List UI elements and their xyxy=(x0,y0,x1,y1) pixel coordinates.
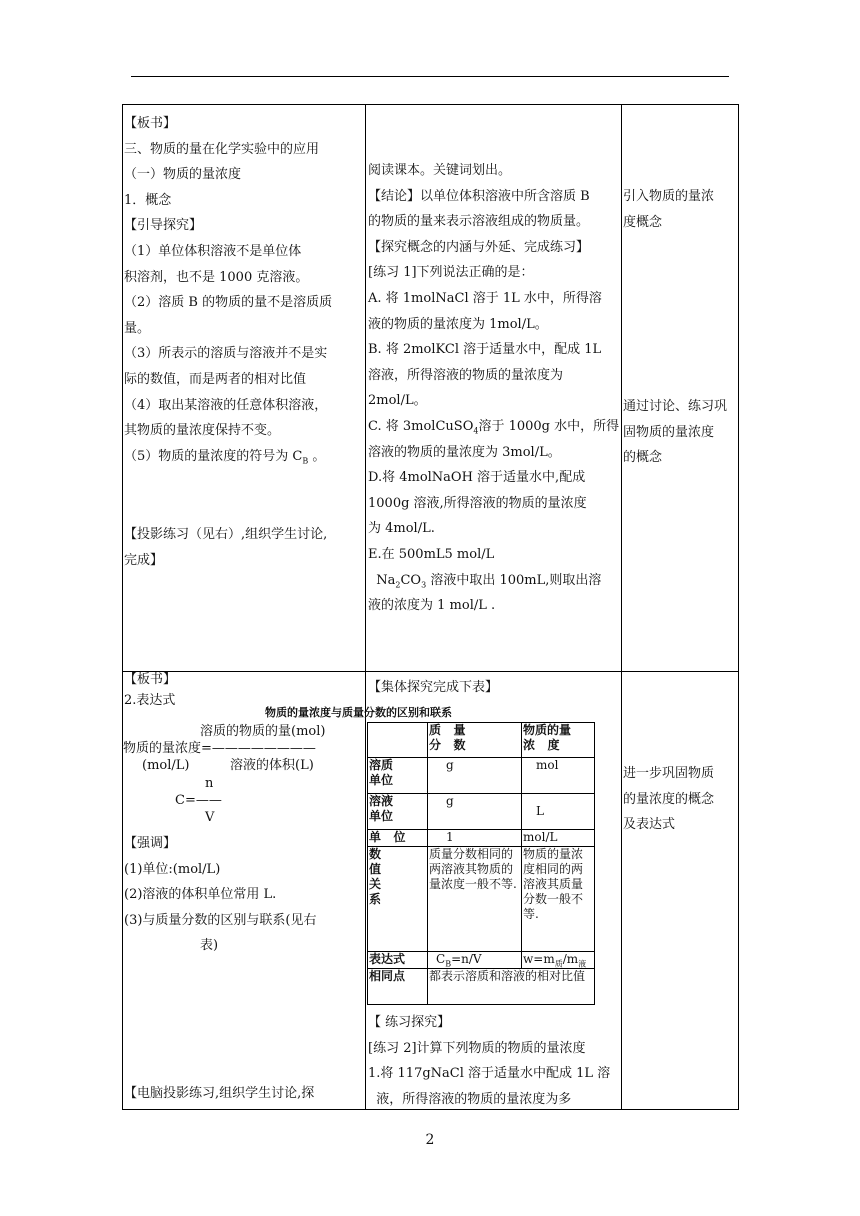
page-number: 2 xyxy=(425,1132,435,1148)
text-line xyxy=(368,414,619,440)
text-line: 的物质的量来表示溶液组成的物质量。 xyxy=(368,214,590,230)
row1-student-activity xyxy=(368,158,619,619)
text-line: 1.将 117gNaCl 溶于适量水中配成 1L 溶 xyxy=(368,1066,611,1082)
table-row-label: 单 位 xyxy=(368,830,428,847)
row-divider xyxy=(123,671,738,672)
text-line xyxy=(368,568,619,594)
text-line: B. 将 2molKCl 溶于适量水中，配成 1L xyxy=(368,342,602,358)
subscript: 3 xyxy=(421,580,427,590)
text-line: 【投影练习（见右）,组织学生讨论, xyxy=(124,527,328,542)
formula-v: V xyxy=(205,810,215,825)
text-line: 【探究概念的内涵与外延、完成练习】 xyxy=(368,239,590,255)
row1-teacher-notes-bottom xyxy=(124,522,327,573)
subscript: 2 xyxy=(395,580,401,590)
table-cell xyxy=(428,952,522,969)
table-row xyxy=(368,723,595,758)
table-cell: L xyxy=(522,794,595,830)
text-line: 阅读课本。关键词划出。 xyxy=(368,163,512,178)
text-line: A. 将 1molNaCl 溶于 1L 水中，所得溶 xyxy=(368,290,602,306)
text-line: 【 练习探究】 xyxy=(368,1015,451,1030)
formula-c: C=—— xyxy=(175,793,222,808)
table-row-label: 表达式 xyxy=(368,952,428,969)
table-row xyxy=(368,830,595,847)
text-line: 【引导探究】 xyxy=(124,218,203,234)
row2-emphasis xyxy=(124,831,317,959)
table-cell: 都表示溶质和溶液的相对比值 xyxy=(428,969,595,1005)
header-rule xyxy=(131,76,729,77)
formula-unit: (mol/L) xyxy=(142,758,190,773)
subscript: 4 xyxy=(473,426,479,436)
row1-teacher-notes xyxy=(124,111,332,469)
table-cell: mol/L xyxy=(522,830,595,847)
text-line: 【强调】 xyxy=(124,836,177,851)
column-divider xyxy=(365,105,366,1109)
text-line: 三、物质的量在化学实验中的应用 xyxy=(124,141,320,157)
text-line: 液的浓度为 1 mol/L . xyxy=(368,598,496,614)
table-header: 质 量 分 数 xyxy=(428,723,522,758)
text-line: D.将 4molNaOH 溶于适量水中,配成 xyxy=(368,470,586,486)
formula-n: n xyxy=(205,776,214,791)
table-header: 物质的量 浓 度 xyxy=(522,723,595,758)
formula-denominator: 溶液的体积(L) xyxy=(230,758,314,773)
text-line: (1)单位:(mol/L) xyxy=(124,861,221,877)
table-row-label: 溶液 单位 xyxy=(368,794,428,830)
text-line: 为 4mol/L. xyxy=(368,521,435,537)
row2-group-inquiry: 【集体探究完成下表】 xyxy=(368,680,499,695)
text-line: 【板书】 xyxy=(124,116,177,131)
table-cell: 质量分数相同的两溶液其物质的量浓度一般不等. xyxy=(428,847,522,952)
text-line: （3）所表示的溶质与溶液并不是实 xyxy=(124,346,328,362)
table-cell xyxy=(522,952,595,969)
text-line: 进一步巩固物质 xyxy=(623,766,715,781)
table-row xyxy=(368,952,595,969)
subscript: B xyxy=(302,456,309,466)
formula-numerator: 溶质的物质的量(mol) xyxy=(200,724,326,739)
text-line: 量。 xyxy=(124,320,151,336)
row2-projection-note xyxy=(124,1081,314,1107)
text-run: CO xyxy=(400,572,422,588)
text-run: 溶于 1000g 水中，所得 xyxy=(478,418,620,434)
table-row-label: 溶质 单位 xyxy=(368,758,428,794)
text-run: w=m xyxy=(523,952,555,966)
row1-design-intent-b xyxy=(623,394,727,471)
text-line: 度概念 xyxy=(623,214,663,230)
text-line: 际的数值，而是两者的相对比值 xyxy=(124,371,307,387)
text-line: 溶液的物质的量浓度为 3mol/L。 xyxy=(368,444,561,460)
text-line: 1000g 溶液,所得溶液的物质的量浓度 xyxy=(368,495,587,511)
table-row xyxy=(368,847,595,952)
text-line: 的量浓度的概念 xyxy=(623,791,715,807)
text-line: 完成】 xyxy=(124,552,164,568)
row2-design-intent xyxy=(623,761,714,838)
text-line: 【板书】 xyxy=(124,672,177,687)
text-line: 【结论】以单位体积溶液中所含溶质 B xyxy=(368,188,590,204)
text-run: （5）物质的量浓度的符号为 C xyxy=(124,448,303,464)
text-run: =n/V xyxy=(451,952,482,966)
subscript: 液 xyxy=(578,959,587,969)
formula-lhs: 物质的量浓度=———————— xyxy=(123,741,316,756)
text-line: (2)溶液的体积单位常用 L. xyxy=(124,887,277,903)
table-cell: mol xyxy=(522,758,595,794)
text-run: 。 xyxy=(308,448,326,464)
table-cell: 1 xyxy=(428,830,522,847)
table-cell: 物质的量浓度相同的两溶液其质量分数一般不等. xyxy=(522,847,595,952)
text-line: 其物质的量浓度保持不变。 xyxy=(124,423,281,439)
text-line: （一）物质的量浓度 xyxy=(124,167,242,183)
text-line: [练习 1]下列说法正确的是： xyxy=(368,265,534,281)
text-line: 液的物质的量浓度为 1mol/L。 xyxy=(368,316,548,332)
text-line: 2.表达式 xyxy=(124,692,176,708)
text-line: (3)与质量分数的区别与联系(见右 xyxy=(124,912,317,928)
text-line: 2mol/L。 xyxy=(368,393,427,409)
text-line: 及表达式 xyxy=(623,817,676,833)
table-cell xyxy=(368,723,428,758)
table-cell: g xyxy=(428,758,522,794)
text-line: E.在 500mL5 mol/L xyxy=(368,546,495,562)
text-line: （2）溶质 B 的物质的量不是溶质质 xyxy=(124,295,333,311)
text-line: （1）单位体积溶液不是单位体 xyxy=(124,243,302,259)
table-row xyxy=(368,969,595,1005)
text-line: 1．概念 xyxy=(124,192,172,208)
table-row-label: 相同点 xyxy=(368,969,428,1005)
row2-practice xyxy=(368,1010,610,1112)
table-row xyxy=(368,794,595,830)
comparison-table xyxy=(367,722,595,1005)
subscript: 质 xyxy=(554,959,563,969)
text-line: 表) xyxy=(200,938,219,954)
text-line: [练习 2]计算下列物质的物质的量浓度 xyxy=(368,1040,586,1056)
row2-heading xyxy=(124,670,176,711)
text-line: 积溶剂，也不是 1000 克溶液。 xyxy=(124,269,309,285)
text-run: C. 将 3molCuSO xyxy=(368,418,474,434)
text-line: 液，所得溶液的物质的量浓度为多 xyxy=(368,1091,572,1107)
text-line xyxy=(124,444,332,470)
column-divider xyxy=(621,105,622,1109)
text-line: 通过讨论、练习巩 xyxy=(623,399,728,414)
text-run: C xyxy=(436,952,446,966)
text-run: Na xyxy=(368,572,396,588)
table-row xyxy=(368,758,595,794)
row1-design-intent-a xyxy=(623,184,714,235)
text-line: 溶液，所得溶液的物质的量浓度为 xyxy=(368,367,564,383)
text-line: 固物质的量浓度 xyxy=(623,424,715,440)
subscript: B xyxy=(445,959,452,969)
text-line: 引入物质的量浓 xyxy=(623,189,715,204)
text-line: 【电脑投影练习,组织学生讨论,探 xyxy=(124,1086,315,1101)
table-cell: g xyxy=(428,794,522,830)
comparison-table-title: 物质的量浓度与质量分数的区别和联系 xyxy=(265,706,452,719)
text-line: 的概念 xyxy=(623,450,663,466)
text-run: /m xyxy=(562,952,579,966)
text-run: 溶液中取出 100mL,则取出溶 xyxy=(426,572,602,588)
text-line: （4）取出某溶液的任意体积溶液， xyxy=(124,397,328,413)
table-row-label: 数 值 关 系 xyxy=(368,847,428,952)
